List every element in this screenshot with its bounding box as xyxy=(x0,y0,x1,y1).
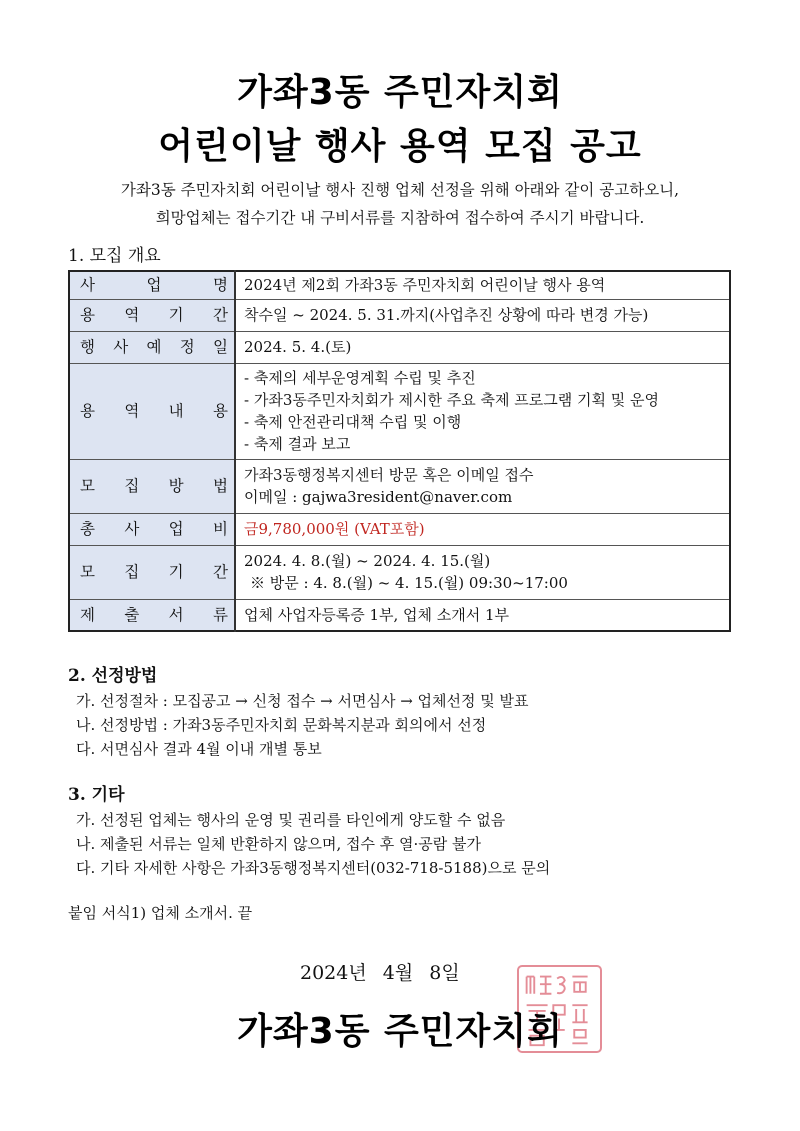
row-label-text xyxy=(80,475,228,497)
label-char: 사 xyxy=(113,338,129,356)
label-char: 모 xyxy=(80,477,95,495)
label-char: 업 xyxy=(146,276,162,295)
table-row xyxy=(69,545,730,599)
label-char: 역 xyxy=(124,306,140,324)
label-char: 기 xyxy=(168,563,184,581)
attachment-note: 붙임 서식1) 업체 소개서. 끝 xyxy=(68,904,253,922)
label-char: 법 xyxy=(212,477,228,495)
row-value xyxy=(235,331,730,363)
section3-heading: 3. 기타 xyxy=(68,785,125,805)
row-label xyxy=(69,299,235,331)
intro-paragraph xyxy=(0,176,800,232)
table-row xyxy=(69,299,730,331)
section2-heading: 2. 선정방법 xyxy=(68,666,158,686)
row-label-text xyxy=(80,518,228,540)
label-char: 예 xyxy=(146,338,162,356)
label-char: 간 xyxy=(212,306,228,324)
label-char: 방 xyxy=(168,477,184,495)
row-value-line: 금9,780,000원 (VAT포함) xyxy=(244,520,425,538)
row-value-line: - 축제의 세부운영계획 수립 및 추진 xyxy=(244,369,476,387)
table-row xyxy=(69,459,730,513)
label-char: 모 xyxy=(80,563,95,581)
label-char: 사 xyxy=(80,276,95,295)
section1-heading: 1. 모집 개요 xyxy=(68,246,161,266)
label-char: 사 xyxy=(124,520,140,538)
row-value-line: - 가좌3동주민자치회가 제시한 주요 축제 프로그램 기획 및 운영 xyxy=(244,391,660,409)
row-label-text xyxy=(80,304,228,326)
document-title-line1: 가좌3동 주민자치회 xyxy=(237,72,563,113)
section3-list xyxy=(76,808,550,880)
overview-table xyxy=(68,270,731,632)
row-label-text xyxy=(80,274,228,296)
row-value-line: 착수일 ~ 2024. 5. 31.까지(사업추진 상황에 따라 변경 가능) xyxy=(244,306,649,324)
row-value xyxy=(235,599,730,631)
row-label xyxy=(69,513,235,545)
row-value-line: 업체 사업자등록증 1부, 업체 소개서 1부 xyxy=(244,605,510,624)
table-row xyxy=(69,363,730,459)
section2-item: 가. 선정절차 : 모집공고 → 신청 접수 → 서면심사 → 업체선정 및 발표 xyxy=(76,692,529,710)
row-label-text xyxy=(80,336,228,358)
section2-list xyxy=(76,689,529,761)
row-value xyxy=(235,271,730,299)
row-label xyxy=(69,363,235,459)
row-label-text xyxy=(80,400,228,422)
section2-item: 다. 서면심사 결과 4월 이내 개별 통보 xyxy=(76,740,322,758)
label-char: 용 xyxy=(80,306,95,324)
label-char: 비 xyxy=(212,520,228,538)
label-char: 서 xyxy=(168,605,184,624)
row-label xyxy=(69,599,235,631)
row-label xyxy=(69,331,235,363)
label-char: 간 xyxy=(212,563,228,581)
label-char: 정 xyxy=(179,338,195,356)
table-row xyxy=(69,271,730,299)
row-value xyxy=(235,545,730,599)
signature-organization: 가좌3동 주민자치회 xyxy=(237,1011,563,1052)
issue-date: 2024년 4월 8일 xyxy=(300,962,460,984)
row-label-text xyxy=(80,561,228,583)
row-value-line: 2024년 제2회 가좌3동 주민자치회 어린이날 행사 용역 xyxy=(244,276,606,295)
label-char: 집 xyxy=(124,477,140,495)
document-title-line2: 어린이날 행사 용역 모집 공고 xyxy=(158,126,642,167)
row-value-line: 2024. 5. 4.(토) xyxy=(244,338,352,356)
row-value-line: 2024. 4. 8.(월) ~ 2024. 4. 15.(월) xyxy=(244,552,491,570)
section3-item: 다. 기타 자세한 사항은 가좌3동행정복지센터(032-718-5188)으로 문의 xyxy=(76,859,551,877)
section3-item: 나. 제출된 서류는 일체 반환하지 않으며, 접수 후 열·공람 불가 xyxy=(76,835,481,853)
row-value-line: - 축제 결과 보고 xyxy=(244,435,351,453)
label-char: 용 xyxy=(80,402,95,420)
label-char: 명 xyxy=(213,276,228,295)
row-value-line: ※ 방문 : 4. 8.(월) ~ 4. 15.(월) 09:30~17:00 xyxy=(250,574,568,592)
row-value-line: - 축제 안전관리대책 수립 및 이행 xyxy=(244,413,462,431)
label-char: 역 xyxy=(124,402,140,420)
intro-line1: 가좌3동 주민자치회 어린이날 행사 진행 업체 선정을 위해 아래와 같이 공고하오니, xyxy=(120,181,680,199)
label-char: 용 xyxy=(212,402,228,420)
row-value-line: 이메일 : gajwa3resident@naver.com xyxy=(244,488,513,506)
row-label-text xyxy=(80,604,228,626)
intro-line2: 희망업체는 접수기간 내 구비서류를 지참하여 접수하여 주시기 바랍니다. xyxy=(155,209,645,227)
label-char: 출 xyxy=(124,605,140,624)
row-value xyxy=(235,513,730,545)
row-label xyxy=(69,545,235,599)
row-value-line: 가좌3동행정복지센터 방문 혹은 이메일 접수 xyxy=(244,466,534,484)
table-row xyxy=(69,331,730,363)
label-char: 류 xyxy=(212,605,228,624)
row-value xyxy=(235,363,730,459)
label-char: 제 xyxy=(80,605,95,624)
row-value xyxy=(235,459,730,513)
table-row xyxy=(69,599,730,631)
label-char: 기 xyxy=(168,306,184,324)
row-label xyxy=(69,459,235,513)
label-char: 내 xyxy=(168,402,184,420)
section2-item: 나. 선정방법 : 가좌3동주민자치회 문화복지분과 회의에서 선정 xyxy=(76,716,487,734)
section3-item: 가. 선정된 업체는 행사의 운영 및 권리를 타인에게 양도할 수 없음 xyxy=(76,811,506,829)
label-char: 집 xyxy=(124,563,140,581)
row-label xyxy=(69,271,235,299)
label-char: 일 xyxy=(213,338,228,356)
label-char: 행 xyxy=(80,338,95,356)
table-row xyxy=(69,513,730,545)
label-char: 업 xyxy=(168,520,184,538)
row-value xyxy=(235,299,730,331)
label-char: 총 xyxy=(80,520,95,538)
